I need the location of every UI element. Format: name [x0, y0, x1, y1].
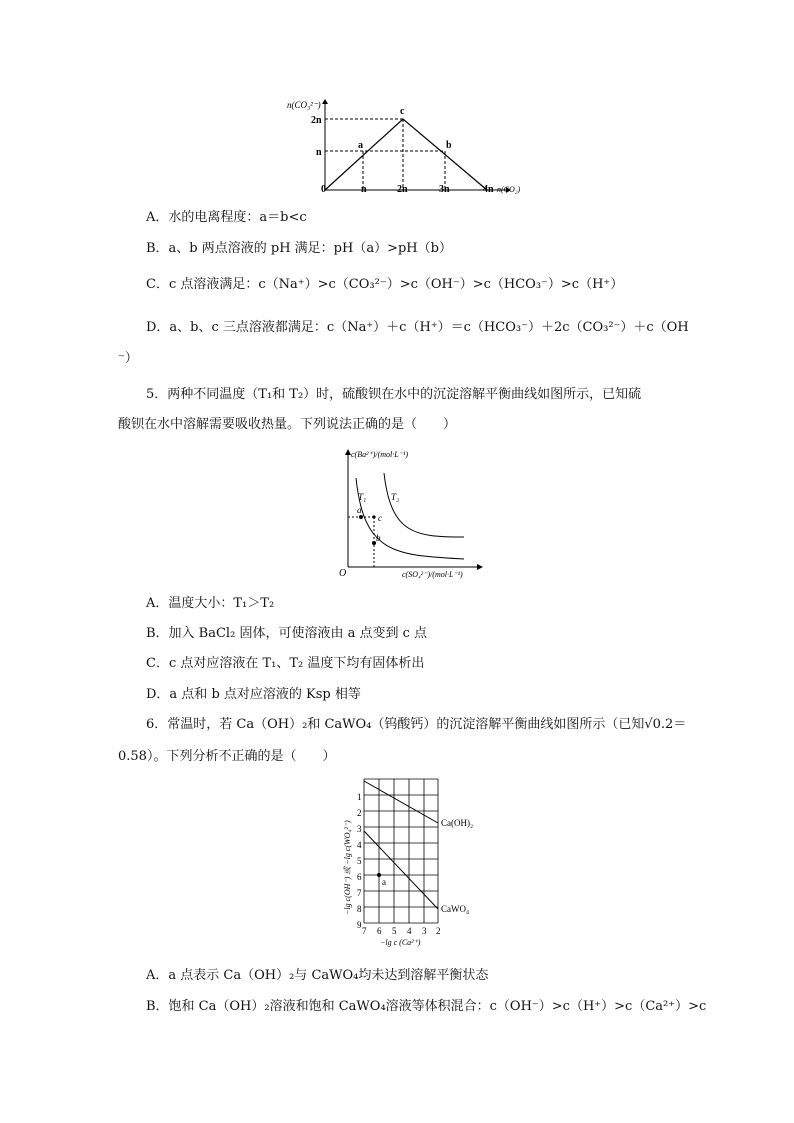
- y-tick-7: 7: [357, 888, 362, 898]
- curve-t1: [356, 478, 464, 559]
- point-a-label: a: [357, 505, 362, 515]
- point-c-label: c: [400, 106, 405, 117]
- point-a-label: a: [382, 877, 386, 887]
- q4-option-b: B．a、b 两点溶液的 pH 满足：pH（a）>pH（b）: [146, 241, 452, 256]
- q4-option-d-cont: ⁻）: [118, 351, 138, 366]
- x-tick-5: 5: [392, 926, 397, 936]
- q4-option-d: D．a、b、c 三点溶液都满足：c（Na⁺）＋c（H⁺）＝c（HCO₃⁻）＋2c（CO₃²⁻）＋c（OH: [146, 320, 689, 335]
- y-tick-4: 4: [357, 840, 362, 850]
- y-tick-2n: 2n: [311, 115, 322, 126]
- x-tick-3n: 3n: [439, 184, 450, 195]
- point-b-label: b: [446, 140, 452, 151]
- x-axis-arrow: [477, 564, 483, 570]
- grid: [364, 779, 438, 923]
- y-axis-label: −lg c(OH⁻) 或 −lg c(WO₄²⁻): [343, 820, 352, 915]
- curve-caoh2: [364, 781, 438, 823]
- curve-t2: [384, 473, 464, 537]
- figure-baso4-solubility: [336, 445, 486, 580]
- co3-curve: [325, 119, 487, 190]
- q6-option-a: A．a 点表示 Ca（OH）₂与 CaWO₄均未达到溶解平衡状态: [146, 968, 489, 983]
- x-tick-0: 0: [321, 184, 326, 195]
- q4-option-a: A．水的电离程度：a＝b<c: [146, 210, 307, 225]
- y-tick-9: 9: [357, 920, 362, 930]
- x-axis-label: −lg c (Ca²⁺): [380, 938, 421, 947]
- q6-option-b: B．饱和 Ca（OH）₂溶液和饱和 CaWO₄溶液等体积混合：c（OH⁻）>c（H⁺）>c（Ca²⁺）>c: [146, 999, 707, 1014]
- x-tick-2n: 2n: [397, 184, 408, 195]
- q5-stem-line1: 5．两种不同温度（T₁和 T₂）时，硫酸钡在水中的沉淀溶解平衡曲线如图所示，已知硫: [146, 387, 642, 402]
- point-b-label: b: [376, 533, 381, 543]
- q5-option-a: A．温度大小：T₁＞T₂: [146, 596, 275, 611]
- q6-stem-line2: 0.58）。下列分析不正确的是（ ）: [118, 749, 336, 764]
- figure-co3-vs-co2: [285, 98, 545, 200]
- x-tick-4n: 4n: [483, 184, 494, 195]
- q6-stem-line1: 6．常温时，若 Ca（OH）₂和 CaWO₄（钨酸钙）的沉淀溶解平衡曲线如图所示（已知√0.2＝: [146, 717, 687, 732]
- curve-caoh2-label: Ca(OH)₂: [441, 818, 474, 828]
- y-tick-8: 8: [357, 904, 362, 914]
- point-a-label: a: [358, 140, 363, 151]
- x-tick-3: 3: [422, 926, 427, 936]
- y-tick-3: 3: [357, 824, 362, 834]
- q5-option-b: B．加入 BaCl₂ 固体，可使溶液由 a 点变到 c 点: [146, 626, 427, 641]
- y-axis-label: n(CO₃²⁻): [287, 100, 321, 110]
- y-tick-6: 6: [357, 872, 362, 882]
- x-tick-6: 6: [377, 926, 382, 936]
- x-axis-label: c(SO₄²⁻)/(mol·L⁻¹): [402, 570, 463, 579]
- y-tick-1: 1: [357, 792, 362, 802]
- x-axis-label: n(CO₂): [497, 185, 521, 194]
- curve-t1-label: T₁: [358, 492, 367, 502]
- figure-caoh2-cawo4: [338, 775, 488, 953]
- q5-stem-line2: 酸钡在水中溶解需要吸收热量。下列说法正确的是（ ）: [118, 417, 457, 432]
- y-axis-arrow: [322, 99, 328, 104]
- point-a: [377, 873, 381, 877]
- y-axis-label: c(Ba²⁺)/(mol·L⁻¹): [351, 450, 409, 459]
- x-tick-n: n: [361, 184, 367, 195]
- curve-t2-label: T₂: [391, 492, 400, 502]
- point-c: [372, 515, 375, 518]
- point-c-label: c: [378, 513, 382, 523]
- q4-option-c: C．c 点溶液满足：c（Na⁺）>c（CO₃²⁻）>c（OH⁻）>c（HCO₃⁻）>c（H⁺）: [146, 277, 624, 292]
- x-tick-2: 2: [436, 926, 441, 936]
- curve-cawo4-label: CaWO₄: [441, 904, 470, 914]
- x-tick-7: 7: [362, 926, 367, 936]
- origin-label: O: [339, 568, 347, 579]
- y-tick-2: 2: [357, 808, 362, 818]
- q5-option-c: C．c 点对应溶液在 T₁、T₂ 温度下均有固体析出: [146, 656, 425, 671]
- y-tick-n: n: [316, 147, 322, 158]
- x-tick-4: 4: [407, 926, 412, 936]
- y-tick-5: 5: [357, 856, 362, 866]
- q5-option-d: D．a 点和 b 点对应溶液的 Ksp 相等: [146, 687, 361, 702]
- point-a: [359, 515, 363, 519]
